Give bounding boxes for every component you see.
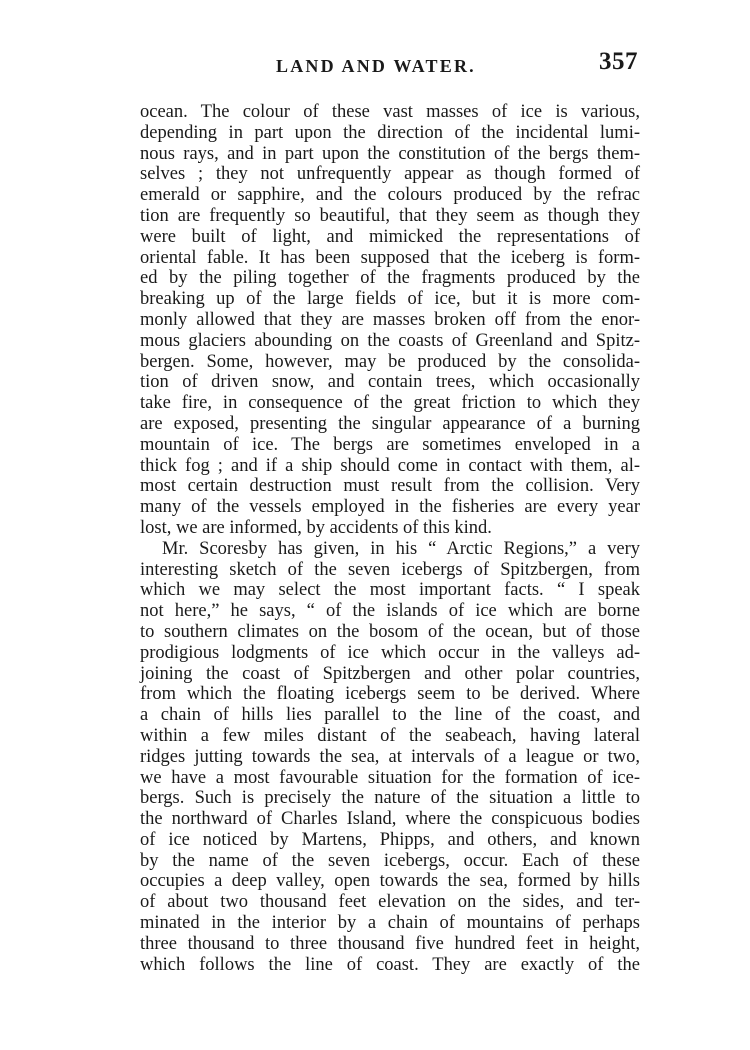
text-line: most certain destruction must result from the collision. Very (140, 476, 640, 497)
text-line: not here,” he says, “ of the islands of ice which are borne (140, 601, 640, 622)
text-line: of about two thousand feet elevation on the sides, and ter- (140, 892, 640, 913)
text-line: tion are frequently so beautiful, that they seem as though they (140, 205, 640, 226)
text-line: mountain of ice. The bergs are sometimes enveloped in a (140, 434, 640, 455)
body-text (140, 102, 640, 975)
text-line: were built of light, and mimicked the representations of (140, 226, 640, 247)
text-line: of ice noticed by Martens, Phipps, and others, and known (140, 829, 640, 850)
text-line: oriental fable. It has been supposed that the iceberg is form- (140, 247, 640, 268)
text-line: breaking up of the large fields of ice, but it is more com- (140, 289, 640, 310)
running-head: LAND AND WATER. (276, 56, 476, 76)
text-line: joining the coast of Spitzbergen and other polar countries, (140, 663, 640, 684)
text-line: the northward of Charles Island, where the conspicuous bodies (140, 809, 640, 830)
text-line: monly allowed that they are masses broken off from the enor- (140, 309, 640, 330)
text-line: Mr. Scoresby has given, in his “ Arctic Regions,” a very (162, 538, 640, 559)
text-line: minated in the interior by a chain of mountains of perhaps (140, 913, 640, 934)
text-line: ridges jutting towards the sea, at intervals of a league or two, (140, 746, 640, 767)
text-line: to southern climates on the bosom of the ocean, but of those (140, 621, 640, 642)
text-line: ed by the piling together of the fragments produced by the (140, 268, 640, 289)
text-line: occupies a deep valley, open towards the sea, formed by hills (140, 871, 640, 892)
text-line: bergen. Some, however, may be produced by the consolida- (140, 351, 640, 372)
text-line: interesting sketch of the seven icebergs of Spitzbergen, from (140, 559, 640, 580)
text-line: a chain of hills lies parallel to the line of the coast, and (140, 705, 640, 726)
text-line: selves ; they not unfrequently appear as though formed of (140, 164, 640, 185)
text-line: emerald or sapphire, and the colours produced by the refrac (140, 185, 640, 206)
text-line: are exposed, presenting the singular appearance of a burning (140, 413, 640, 434)
text-line: within a few miles distant of the seabeach, having lateral (140, 725, 640, 746)
text-line: prodigious lodgments of ice which occur in the valleys ad- (140, 642, 640, 663)
text-line: lost, we are informed, by accidents of this kind. (140, 517, 492, 538)
text-line: nous rays, and in part upon the constitution of the bergs them- (140, 143, 640, 164)
page-number: 357 (599, 48, 638, 75)
text-line: bergs. Such is precisely the nature of the situation a little to (140, 788, 640, 809)
text-line: mous glaciers abounding on the coasts of Greenland and Spitz- (140, 330, 640, 351)
paragraph-1 (140, 102, 640, 539)
text-line: depending in part upon the direction of the incidental lumi- (140, 122, 640, 143)
text-line: three thousand to three thousand five hundred feet in height, (140, 933, 640, 954)
text-line: which follows the line of coast. They are exactly of the (140, 954, 640, 975)
text-line: many of the vessels employed in the fisheries are every year (140, 497, 640, 518)
text-line: we have a most favourable situation for the formation of ice- (140, 767, 640, 788)
text-line: thick fog ; and if a ship should come in contact with them, al- (140, 455, 640, 476)
text-line: by the name of the seven icebergs, occur. Each of these (140, 850, 640, 871)
text-line: ocean. The colour of these vast masses of ice is various, (140, 102, 640, 122)
paragraph-2 (140, 539, 640, 976)
text-line: from which the floating icebergs seem to be derived. Where (140, 684, 640, 705)
text-line: take fire, in consequence of the great friction to which they (140, 393, 640, 414)
text-line: which we may select the most important facts. “ I speak (140, 580, 640, 601)
text-line: tion of driven snow, and contain trees, which occasionally (140, 372, 640, 393)
